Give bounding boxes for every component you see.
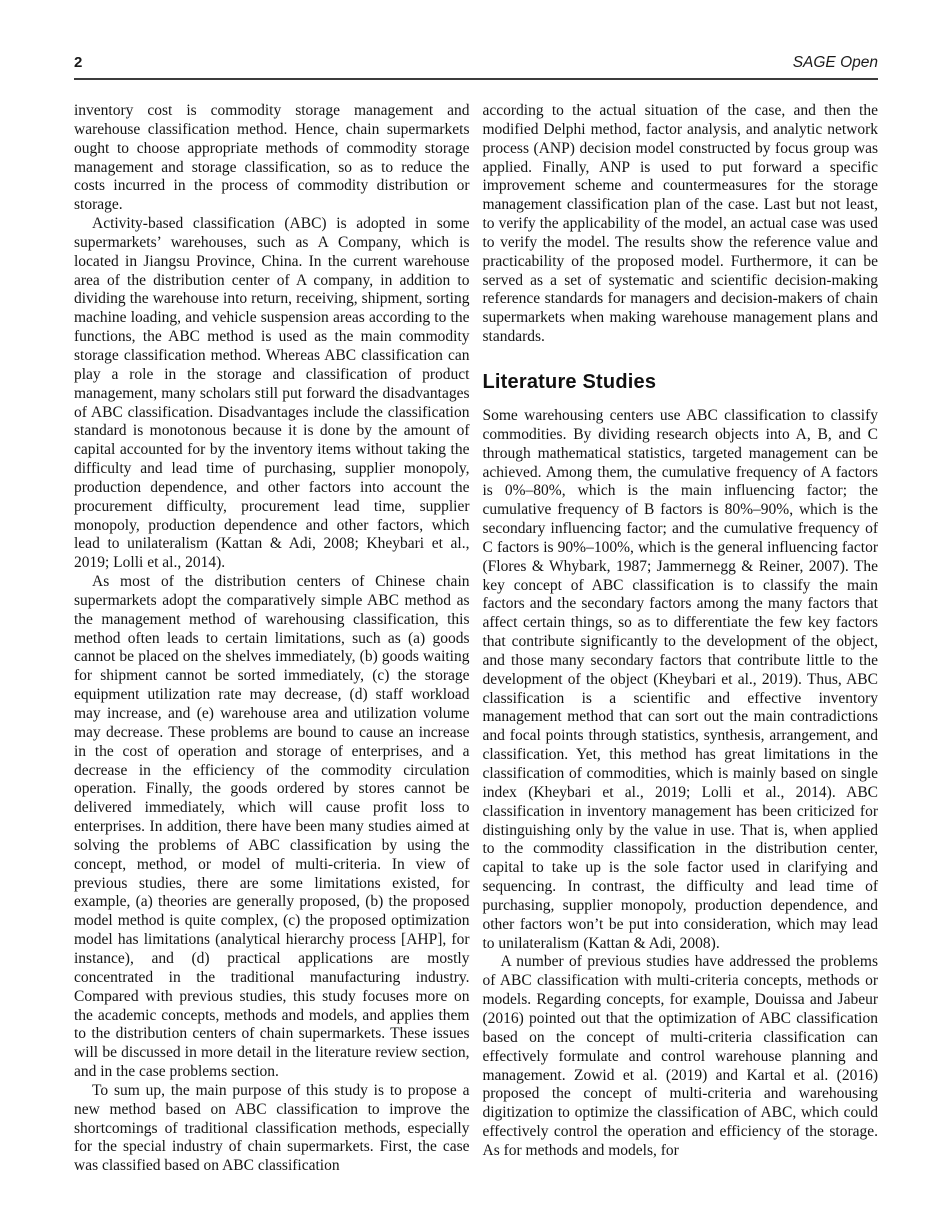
paragraph-abc-limitations: As most of the distribution centers of Chinese chain supermarkets adopt the comparatively simple ABC method as the management method of warehousing classification, this method often leads to certain limitations, such as (a) goods cannot be placed on the shelves immediately, (b) goods waiting for shipment cannot be sorted immediately, (c) the storage equipment utilization rate may decrease, (d) staff workload may increase, and (e) warehouse area and utilization volume may decrease. These problems are bound to cause an increase in the cost of operation and storage of enterprises, and a decrease in the efficiency of the commodity circulation operation. Finally, the goods ordered by stores cannot be delivered immediately, which will cause profit loss to enterprises. In addition, there have been many studies aimed at solving the problems of ABC classification by using the concept, method, or model of multi-criteria. In view of previous studies, there are some limitations existed, for example, (a) theories are generally proposed, (b) the proposed model method is quite complex, (c) the proposed optimization model has limitations (analytical hierarchy process [AHP], for instance), and (d) practical applications are mostly concentrated in the traditional manufacturing industry. Compared with previous studies, this study focuses more on the academic concepts, methods and models, and applies them to the distribution centers of chain supermarkets. These issues will be discussed in more detail in the literature review section, and in the case problems section. xyxy=(74,573,470,1081)
header-rule xyxy=(74,78,878,80)
article-body xyxy=(74,102,878,1176)
paragraph-abc-concept: Some warehousing centers use ABC classification to classify commodities. By dividing research objects into A, B, and C through mathematical statistics, targeted management can be achieved. Among them, the cumulative frequency of A factors is 0%–80%, which is the main influencing factor; the cumulative frequency of B factors is 80%–90%, which is the secondary influencing factor; and the cumulative frequency of C factors is 90%–100%, which is the general influencing factor (Flores & Whybark, 1987; Jammernegg & Reiner, 2007). The key concept of ABC classification is to classify the main factors and the secondary factors among the many factors that affect certain things, so as to differentiate the few key factors that contribute significantly to the development of the object, and those many secondary factors that contribute little to the development of the object (Kheybari et al., 2019). Thus, ABC classification is a scientific and effective inventory management method that can sort out the main contradictions and focal points through statistics, synthesis, arrangement, and classification. Yet, this method has great limitations in the classification of commodities, which is mainly based on single index (Kheybari et al., 2019; Lolli et al., 2014). ABC classification in inventory management has been criticized for distinguishing only by the value in use. That is, when applied to the commodity classification in the distribution center, capital to take up is the sole factor used in clarifying and sequencing. In contrast, the difficulty and lead time of purchasing, supplier monopoly, production dependence, and other factors won’t be put into consideration, which may lead to unilateralism (Kattan & Adi, 2008). xyxy=(482,406,878,952)
page-header xyxy=(74,54,878,72)
journal-name: SAGE Open xyxy=(792,54,878,71)
paragraph-previous-studies: A number of previous studies have addressed the problems of ABC classification with multi-criteria concepts, methods or models. Regarding concepts, for example, Douissa and Jabeur (2016) pointed out that the optimization of ABC classification based on the concept of multi-criteria classification can effectively formulate and control warehouse planning and management. Zowid et al. (2019) and Kartal et al. (2016) proposed the concept of multi-criteria and warehousing digitization to optimize the classification of ABC, which could effectively control the operation and efficiency of the storage. As for methods and models, for xyxy=(482,953,878,1159)
paragraph-methodology-continued: according to the actual situation of the case, and then the modified Delphi method, factor analysis, and analytic network process (ANP) decision model constructed by focus group was applied. Finally, ANP is used to put forward a specific improvement scheme and countermeasures for the storage management classification plan of the case. Last but not least, to verify the applicability of the model, an actual case was used to verify the model. The results show the reference value and practicability of the proposed model. Furthermore, it can be served as a set of systematic and scientific decision-making reference standards for managers and decision-makers of chain supermarkets when making warehouse management plans and standards. xyxy=(482,102,878,346)
right-column xyxy=(483,102,879,1176)
section-heading-literature-studies: Literature Studies xyxy=(482,370,657,393)
paragraph-intro-continued: inventory cost is commodity storage management and warehouse classification method. Hence, chain supermarkets ought to choose appropriate methods of commodity storage management and storage classification, so as to reduce the costs incurred in the process of commodity distribution or storage. xyxy=(74,102,470,214)
left-column xyxy=(74,102,470,1176)
paragraph-study-purpose: To sum up, the main purpose of this study is to propose a new method based on ABC classification to improve the shortcomings of traditional classification methods, especially for the special industry of chain supermarkets. First, the case was classified based on ABC classification xyxy=(74,1081,470,1175)
paragraph-abc-adoption: Activity-based classification (ABC) is adopted in some supermarkets’ warehouses, such as A Company, which is located in Jiangsu Province, China. In the current warehouse area of the distribution center of A company, in addition to dividing the warehouse into return, receiving, shipment, sorting machine loading, and vehicle suspension areas according to the functions, the ABC method is used as the main commodity storage classification method. Whereas ABC classification can play a role in the storage and classification of product management, many scholars still put forward the disadvantages of ABC classification. Disadvantages include the classification standard is monotonous because it is done by the amount of capital accounted for by the inventory items without taking the difficulty and lead time of purchasing, supplier monopoly, production dependence, and other factors into account the procurement difficulty, procurement lead time, supplier monopoly, production dependence and other factors, which lead to unilateralism (Kattan & Adi, 2008; Kheybari et al., 2019; Lolli et al., 2014). xyxy=(74,215,470,572)
page-number: 2 xyxy=(74,54,83,71)
